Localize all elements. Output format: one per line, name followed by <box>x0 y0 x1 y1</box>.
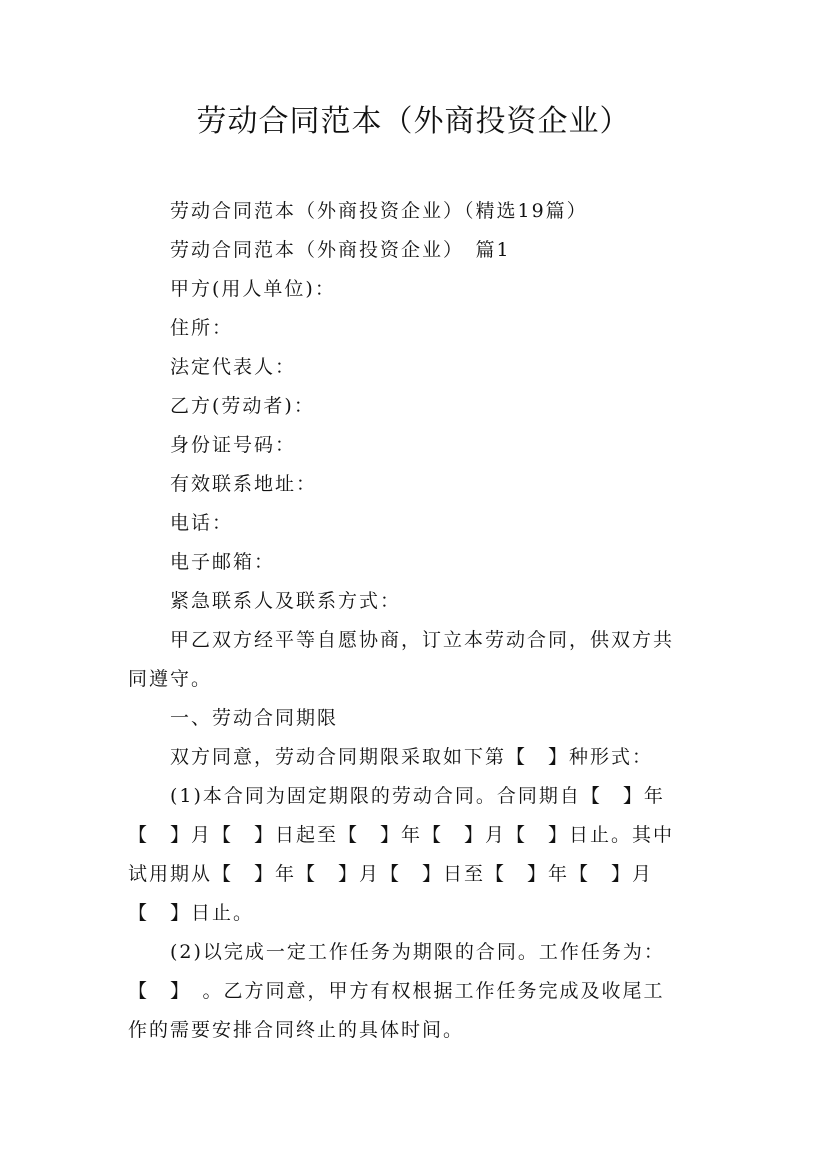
document-body <box>128 192 700 1050</box>
phone-field: 电话： <box>170 512 234 534</box>
contact-address-field: 有效联系地址： <box>170 473 318 495</box>
contract-term-heading: 一、劳动合同期限 <box>170 707 339 729</box>
task-term-line3: 作的需要安排合同终止的具体时间。 <box>128 1019 465 1041</box>
emergency-contact-field: 紧急联系人及联系方式： <box>170 590 402 612</box>
party-a-field: 甲方(用人单位)： <box>170 278 336 300</box>
section-heading: 劳动合同范本（外商投资企业） 篇1 <box>170 239 511 261</box>
agreement-paragraph-line1: 甲乙双方经平等自愿协商，订立本劳动合同，供双方共 <box>170 629 675 651</box>
email-field: 电子邮箱： <box>170 551 276 573</box>
fixed-term-line4: 【 】日止。 <box>128 902 255 924</box>
legal-representative-field: 法定代表人： <box>170 356 297 378</box>
fixed-term-line3: 试用期从【 】年【 】月【 】日至【 】年【 】月 <box>128 863 654 885</box>
term-form-paragraph: 双方同意，劳动合同期限采取如下第【 】种形式： <box>170 746 654 768</box>
fixed-term-line2: 【 】月【 】日起至【 】年【 】月【 】日止。其中 <box>128 824 675 846</box>
task-term-line2: 【 】 。乙方同意，甲方有权根据工作任务完成及收尾工 <box>128 980 665 1002</box>
document-title: 劳动合同范本（外商投资企业） <box>196 104 631 139</box>
task-term-line1: (2)以完成一定工作任务为期限的合同。工作任务为： <box>170 941 665 963</box>
address-field: 住所： <box>170 317 234 339</box>
fixed-term-line1: (1)本合同为固定期限的劳动合同。合同期自【 】年 <box>170 785 665 807</box>
party-b-field: 乙方(劳动者)： <box>170 395 315 417</box>
subtitle-line: 劳动合同范本（外商投资企业）（精选19篇） <box>170 200 588 222</box>
id-number-field: 身份证号码： <box>170 434 297 456</box>
agreement-paragraph-line2: 同遵守。 <box>128 668 213 690</box>
